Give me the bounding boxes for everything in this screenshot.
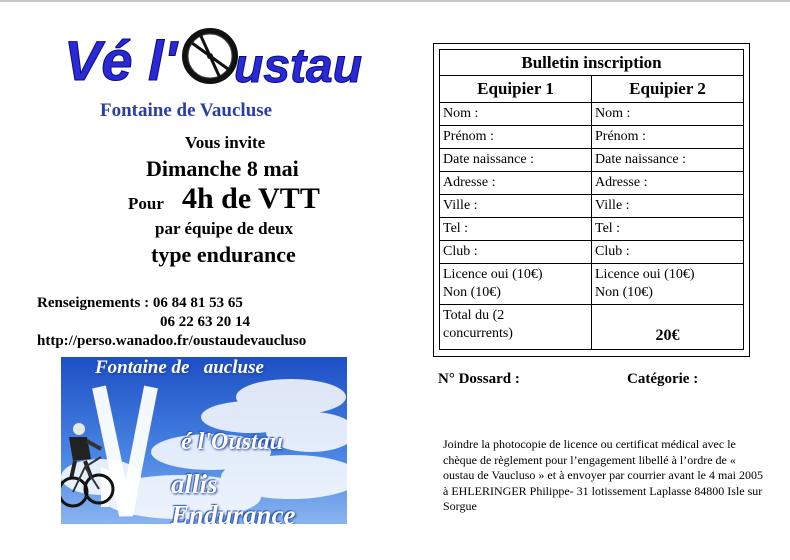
- field-adresse-1[interactable]: Adresse :: [440, 172, 592, 195]
- total-line-1: Total du (2: [443, 308, 505, 323]
- field-club-1[interactable]: Club :: [440, 241, 592, 264]
- licence-line-1: Licence oui (10€): [443, 267, 543, 282]
- team-text: par équipe de deux: [155, 219, 294, 238]
- field-date-naissance-1[interactable]: Date naissance :: [440, 149, 592, 172]
- column-header-2: Equipier 2: [592, 76, 744, 103]
- row-tel: [440, 218, 744, 241]
- field-nom-2[interactable]: Nom :: [592, 103, 744, 126]
- photo-caption-1: Fontaine de aucluse: [95, 357, 264, 378]
- field-licence-2[interactable]: [592, 264, 744, 305]
- field-licence-1[interactable]: [440, 264, 592, 305]
- photo-caption-2: é l'Oustau: [181, 429, 284, 455]
- contact-info: Renseignements : 06 84 81 53 65: [37, 295, 243, 311]
- pour-text: Pour: [128, 194, 164, 213]
- field-tel-2[interactable]: Tel :: [592, 218, 744, 241]
- total-label: [440, 305, 592, 350]
- contact-phone-2: 06 22 63 20 14: [160, 314, 250, 330]
- field-adresse-2[interactable]: Adresse :: [592, 172, 744, 195]
- logo-text-2: ustau: [234, 40, 362, 93]
- total-cell: [592, 305, 744, 350]
- licence-line-1: Licence oui (10€): [595, 267, 695, 282]
- wheel-icon: [185, 31, 235, 81]
- row-date-naissance: [440, 149, 744, 172]
- categorie-label: Catégorie :: [627, 371, 699, 387]
- field-tel-1[interactable]: Tel :: [440, 218, 592, 241]
- event-title: 4h de VTT: [182, 182, 320, 215]
- row-total: [440, 305, 744, 350]
- form-title: Bulletin inscription: [440, 50, 744, 76]
- subtitle: Fontaine de Vaucluse: [100, 100, 273, 121]
- type-text: type endurance: [151, 242, 296, 267]
- field-prenom-1[interactable]: Prénom :: [440, 126, 592, 149]
- registration-form: [433, 43, 750, 357]
- row-club: [440, 241, 744, 264]
- field-date-naissance-2[interactable]: Date naissance :: [592, 149, 744, 172]
- total-amount: 20€: [655, 327, 680, 344]
- row-ville: [440, 195, 744, 218]
- dossard-label: N° Dossard :: [438, 371, 520, 387]
- field-nom-1[interactable]: Nom :: [440, 103, 592, 126]
- photo-caption-3: allis Endurance: [171, 469, 296, 524]
- field-prenom-2[interactable]: Prénom :: [592, 126, 744, 149]
- logo: [62, 20, 362, 100]
- field-club-2[interactable]: Club :: [592, 241, 744, 264]
- field-ville-2[interactable]: Ville :: [592, 195, 744, 218]
- field-ville-1[interactable]: Ville :: [440, 195, 592, 218]
- row-prenom: [440, 126, 744, 149]
- top-border: [0, 0, 790, 2]
- column-header-1: Equipier 1: [440, 76, 592, 103]
- event-date: Dimanche 8 mai: [146, 156, 299, 181]
- row-adresse: [440, 172, 744, 195]
- registration-table: [439, 49, 744, 350]
- event-photo: [61, 357, 347, 524]
- licence-line-2: Non (10€): [595, 285, 653, 300]
- instructions-text: Joindre la photocopie de licence ou certificat médical avec le chèque de règlement pour l’engagement libellé à l’ordre de « oustau de Vaucluso » et à envoyer par courrier avant le 4 mai 2005 à EHLERINGER Philippe- 31 lotissement Laplasse 84800 Isle sur Sorgue: [443, 437, 763, 513]
- invite-text: Vous invite: [185, 133, 266, 152]
- total-line-2: concurrents): [443, 326, 513, 341]
- website-link[interactable]: http://perso.wanadoo.fr/oustaudevaucluso: [37, 333, 307, 349]
- row-licence: [440, 264, 744, 305]
- licence-line-2: Non (10€): [443, 285, 501, 300]
- row-nom: [440, 103, 744, 126]
- logo-text-1: Vé l': [64, 29, 177, 92]
